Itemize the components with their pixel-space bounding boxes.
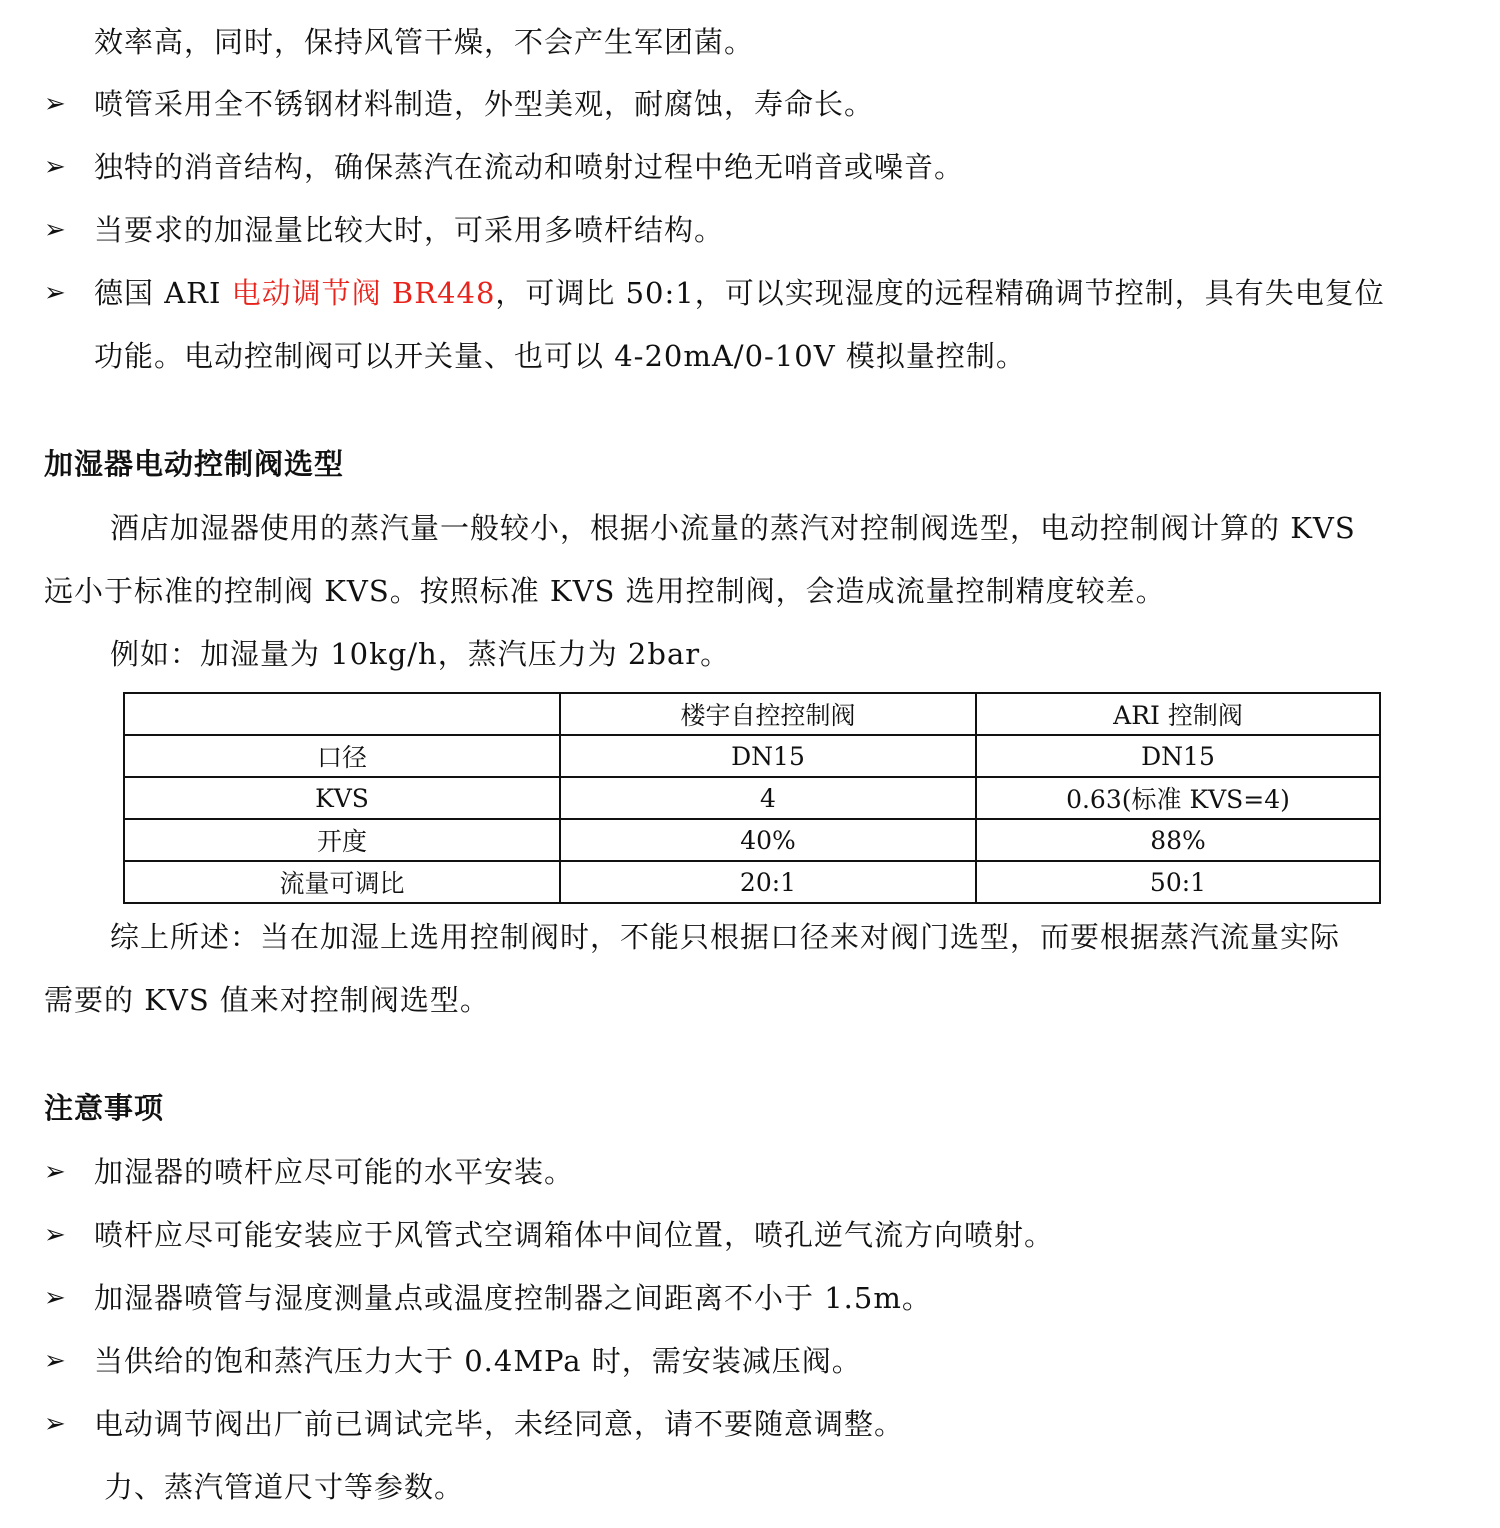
feature-item-valve [94,273,1385,313]
bullet-arrow-icon: ➢ [44,215,66,245]
comparison-table [123,692,1381,904]
valve-model-highlight: 电动调节阀 BR448 [231,276,496,310]
intro-continuation: 效率高，同时，保持风管干燥，不会产生军团菌。 [94,25,755,59]
bullet-arrow-icon: ➢ [44,1409,66,1439]
note-item: 加湿器的喷杆应尽可能的水平安装。 [94,1155,575,1189]
table-row [124,777,1380,819]
feature-item: 当要求的加湿量比较大时，可采用多喷杆结构。 [94,213,725,247]
table-cell: 口径 [124,735,560,777]
table-row [124,861,1380,903]
table-cell: 20:1 [560,861,976,903]
table-cell: 流量可调比 [124,861,560,903]
note-item: 电动调节阀出厂前已调试完毕，未经同意，请不要随意调整。 [94,1407,905,1441]
table-cell: 88% [976,819,1380,861]
bullet-arrow-icon: ➢ [44,1283,66,1313]
table-cell: 40% [560,819,976,861]
trailing-text: 力、蒸汽管道尺寸等参数。 [104,1470,465,1504]
table-header-cell [124,693,560,735]
table-header-cell: 楼宇自控控制阀 [560,693,976,735]
summary-line: 需要的 KVS 值来对控制阀选型。 [44,983,490,1017]
section-title-notes: 注意事项 [44,1091,165,1125]
note-item: 喷杆应尽可能安装应于风管式空调箱体中间位置，喷孔逆气流方向喷射。 [94,1218,1055,1252]
valve-suffix: ，可调比 50:1，可以实现湿度的远程精确调节控制，具有失电复位 [495,276,1385,310]
table-row [124,735,1380,777]
summary-line: 综上所述：当在加湿上选用控制阀时，不能只根据口径来对阀门选型，而要根据蒸汽流量实际 [110,920,1341,954]
feature-item: 喷管采用全不锈钢材料制造，外型美观，耐腐蚀，寿命长。 [94,87,875,121]
feature-item: 独特的消音结构，确保蒸汽在流动和喷射过程中绝无哨音或噪音。 [94,150,965,184]
paragraph-line: 酒店加湿器使用的蒸汽量一般较小，根据小流量的蒸汽对控制阀选型，电动控制阀计算的 KVS [110,511,1356,545]
bullet-arrow-icon: ➢ [44,89,66,119]
table-row [124,819,1380,861]
table-cell: 开度 [124,819,560,861]
table-cell: DN15 [560,735,976,777]
valve-prefix: 德国 ARI [94,276,232,310]
table-cell: 50:1 [976,861,1380,903]
note-item: 加湿器喷管与湿度测量点或温度控制器之间距离不小于 1.5m。 [94,1281,932,1315]
bullet-arrow-icon: ➢ [44,1157,66,1187]
note-item: 当供给的饱和蒸汽压力大于 0.4MPa 时，需安装减压阀。 [94,1344,862,1378]
bullet-arrow-icon: ➢ [44,1220,66,1250]
bullet-arrow-icon: ➢ [44,152,66,182]
table-header-row [124,693,1380,735]
bullet-arrow-icon: ➢ [44,278,66,308]
section-title-valve-selection: 加湿器电动控制阀选型 [44,447,345,481]
table-cell: KVS [124,777,560,819]
table-header-cell: ARI 控制阀 [976,693,1380,735]
example-line: 例如：加湿量为 10kg/h，蒸汽压力为 2bar。 [110,637,731,671]
bullet-arrow-icon: ➢ [44,1346,66,1376]
table-cell: 4 [560,777,976,819]
table-cell: DN15 [976,735,1380,777]
feature-item-valve-line2: 功能。电动控制阀可以开关量、也可以 4-20mA/0-10V 模拟量控制。 [94,339,1026,373]
table-cell: 0.63(标准 KVS=4) [976,777,1380,819]
paragraph-line: 远小于标准的控制阀 KVS。按照标准 KVS 选用控制阀，会造成流量控制精度较差。 [44,574,1166,608]
